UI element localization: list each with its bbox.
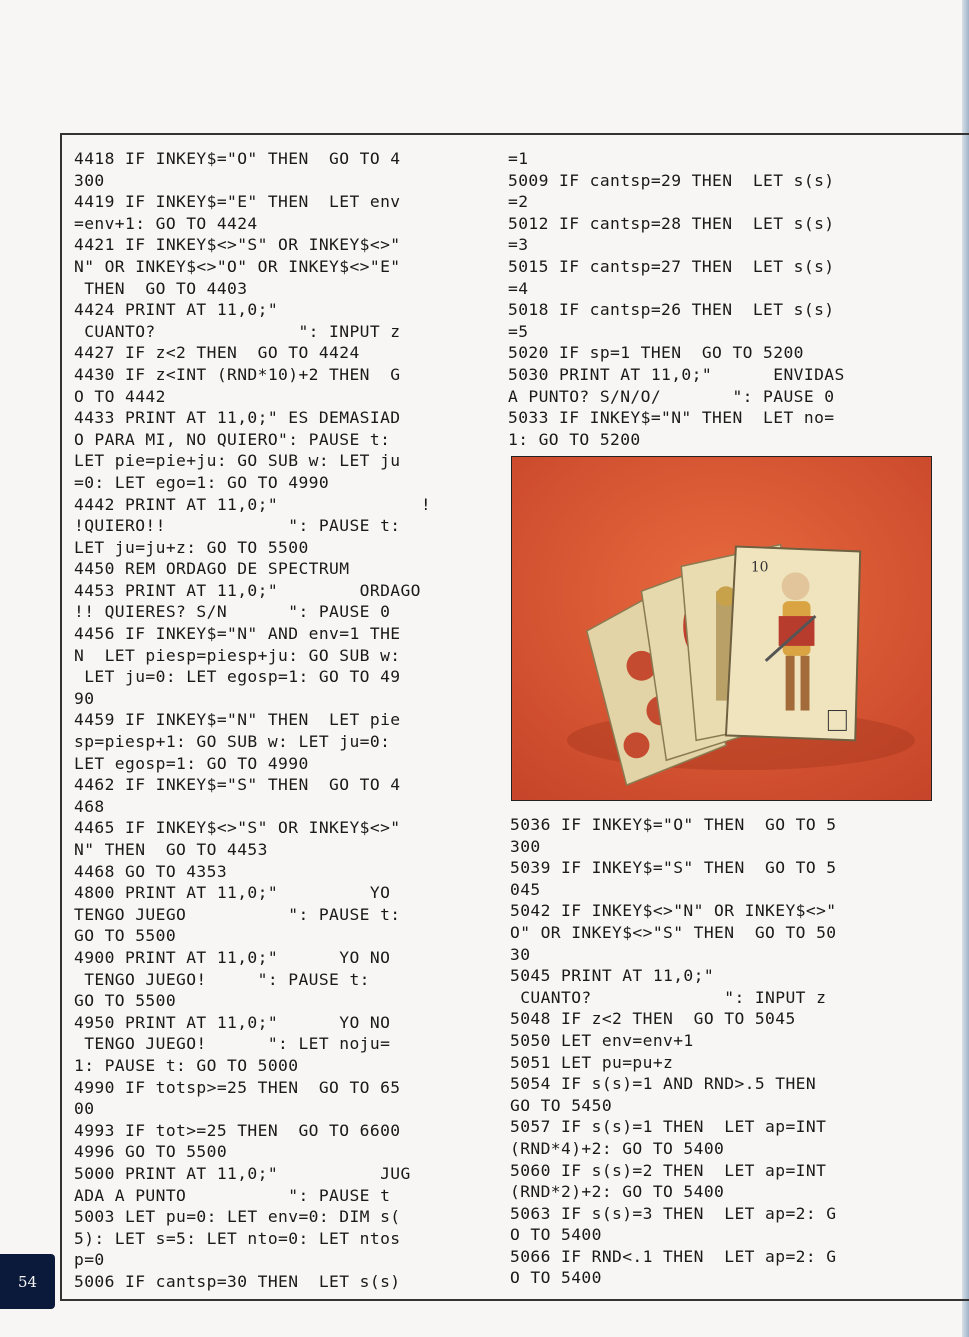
code-line: =1 (508, 149, 529, 168)
code-line: 5012 IF cantsp=28 THEN LET s(s) (508, 213, 835, 233)
code-line: 4418 IF INKEY$="O" THEN GO TO 4 (74, 149, 401, 168)
code-line: N" OR INKEY$<>"O" OR INKEY$<>"E" (74, 256, 401, 276)
code-line: (RND*4)+2: GO TO 5400 (510, 1138, 725, 1158)
code-line: 5057 IF s(s)=1 THEN LET ap=INT (510, 1117, 827, 1137)
code-line: LET ju=ju+z: GO TO 5500 (74, 537, 309, 557)
code-line: p=0 (74, 1250, 105, 1270)
code-line: THEN GO TO 4403 (74, 278, 248, 298)
code-line: 4453 PRINT AT 11,0;" ORDAGO (74, 580, 421, 600)
code-line: TENGO JUEGO! ": PAUSE t: (74, 969, 370, 989)
code-line: 5063 IF s(s)=3 THEN LET ap=2: G (510, 1203, 837, 1223)
code-line: 5060 IF s(s)=2 THEN LET ap=INT (510, 1160, 827, 1180)
code-line: 4419 IF INKEY$="E" THEN LET env (74, 192, 401, 212)
card-front-10 (726, 546, 860, 740)
code-line: 4900 PRINT AT 11,0;" YO NO (74, 947, 391, 967)
code-line: A PUNTO? S/N/O/ ": PAUSE 0 (508, 386, 835, 406)
code-line: 045 (510, 879, 541, 899)
code-line: =5 (508, 321, 529, 341)
code-line: O TO 5400 (510, 1225, 602, 1245)
code-line: 4993 IF tot>=25 THEN GO TO 6600 (74, 1120, 401, 1140)
code-line: !QUIERO!! ": PAUSE t: (74, 516, 401, 536)
code-line: CUANTO? ": INPUT z (510, 987, 827, 1007)
listing-column-right-bottom (510, 814, 930, 1289)
listing-column-right-top (508, 148, 928, 450)
code-line: 00 (74, 1099, 95, 1119)
code-line: 4465 IF INKEY$<>"S" OR INKEY$<>" (74, 818, 401, 838)
code-line: 5042 IF INKEY$<>"N" OR INKEY$<>" (510, 901, 837, 921)
code-line: LET egosp=1: GO TO 4990 (74, 753, 309, 773)
code-line: 4456 IF INKEY$="N" AND env=1 THE (74, 624, 401, 644)
code-line: LET ju=0: LET egosp=1: GO TO 49 (74, 667, 401, 687)
code-line: 5066 IF RND<.1 THEN LET ap=2: G (510, 1246, 837, 1266)
code-line: 4421 IF INKEY$<>"S" OR INKEY$<>" (74, 235, 401, 255)
code-line: sp=piesp+1: GO SUB w: LET ju=0: (74, 732, 391, 752)
code-line: N" THEN GO TO 4453 (74, 840, 268, 859)
code-line: 5039 IF INKEY$="S" THEN GO TO 5 (510, 858, 837, 878)
code-line: =0: LET ego=1: GO TO 4990 (74, 472, 330, 492)
code-line: 5009 IF cantsp=29 THEN LET s(s) (508, 170, 835, 190)
playing-cards-photo (511, 456, 932, 801)
code-line: 5051 LET pu=pu+z (510, 1052, 674, 1072)
code-line: =env+1: GO TO 4424 (74, 213, 258, 233)
code-line: 4468 GO TO 4353 (74, 861, 228, 881)
code-line: 4450 REM ORDAGO DE SPECTRUM (74, 559, 350, 579)
code-line: 5006 IF cantsp=30 THEN LET s(s) (74, 1271, 401, 1291)
code-line: =3 (508, 235, 529, 255)
code-line: 1: GO TO 5200 (508, 429, 641, 449)
code-line: TENGO JUEGO! ": LET noju= (74, 1034, 391, 1054)
code-line: 4996 GO TO 5500 (74, 1142, 228, 1162)
code-line: 5018 IF cantsp=26 THEN LET s(s) (508, 300, 835, 320)
code-line: 5054 IF s(s)=1 AND RND>.5 THEN (510, 1074, 817, 1094)
code-line: 468 (74, 796, 105, 816)
code-line: O" OR INKEY$<>"S" THEN GO TO 50 (510, 922, 837, 942)
code-line: 4433 PRINT AT 11,0;" ES DEMASIAD (74, 408, 401, 428)
code-line: ADA A PUNTO ": PAUSE t (74, 1185, 391, 1205)
code-line: O TO 4442 (74, 386, 166, 406)
code-line: =2 (508, 192, 529, 212)
code-line: 4424 PRINT AT 11,0;" (74, 300, 279, 320)
code-line: LET pie=pie+ju: GO SUB w: LET ju (74, 451, 401, 471)
code-line: 4442 PRINT AT 11,0;" ! (74, 494, 432, 514)
code-line: GO TO 5450 (510, 1095, 613, 1115)
code-line: 4990 IF totsp>=25 THEN GO TO 65 (74, 1077, 401, 1097)
code-line: 5000 PRINT AT 11,0;" JUG (74, 1163, 411, 1183)
code-line: 5020 IF sp=1 THEN GO TO 5200 (508, 343, 804, 363)
code-line: O PARA MI, NO QUIERO": PAUSE t: (74, 429, 391, 449)
code-line: 5033 IF INKEY$="N" THEN LET no= (508, 408, 835, 428)
code-line: 4950 PRINT AT 11,0;" YO NO (74, 1012, 391, 1032)
code-line: 5045 PRINT AT 11,0;" (510, 966, 715, 986)
code-line: 4430 IF z<INT (RND*10)+2 THEN G (74, 364, 401, 384)
code-line: (RND*2)+2: GO TO 5400 (510, 1182, 725, 1202)
code-line: =4 (508, 278, 529, 298)
code-line: 4800 PRINT AT 11,0;" YO (74, 883, 391, 903)
code-line: O TO 5400 (510, 1268, 602, 1288)
code-line: 300 (510, 836, 541, 856)
code-line: GO TO 5500 (74, 991, 177, 1011)
code-line: 4427 IF z<2 THEN GO TO 4424 (74, 343, 360, 363)
listing-column-left (74, 148, 494, 1292)
code-line: !! QUIERES? S/N ": PAUSE 0 (74, 602, 391, 622)
code-line: 1: PAUSE t: GO TO 5000 (74, 1055, 299, 1075)
code-line: 5030 PRINT AT 11,0;" ENVIDAS (508, 364, 845, 384)
code-line: TENGO JUEGO ": PAUSE t: (74, 904, 401, 924)
code-line: 4462 IF INKEY$="S" THEN GO TO 4 (74, 775, 401, 795)
code-line: 5048 IF z<2 THEN GO TO 5045 (510, 1009, 796, 1029)
card-number: 10 (750, 559, 769, 576)
page-number: 54 (0, 1254, 55, 1309)
code-line: CUANTO? ": INPUT z (74, 321, 401, 341)
code-line: 4459 IF INKEY$="N" THEN LET pie (74, 710, 401, 730)
code-line: 30 (510, 944, 531, 964)
code-line: GO TO 5500 (74, 926, 177, 946)
code-line: 90 (74, 688, 95, 708)
code-line: 5003 LET pu=0: LET env=0: DIM s( (74, 1207, 401, 1227)
code-line: N LET piesp=piesp+ju: GO SUB w: (74, 645, 401, 665)
code-line: 5): LET s=5: LET nto=0: LET ntos (74, 1228, 401, 1248)
code-line: 5050 LET env=env+1 (510, 1030, 694, 1050)
code-line: 5036 IF INKEY$="O" THEN GO TO 5 (510, 815, 837, 834)
code-line: 300 (74, 170, 105, 190)
code-line: 5015 IF cantsp=27 THEN LET s(s) (508, 256, 835, 276)
